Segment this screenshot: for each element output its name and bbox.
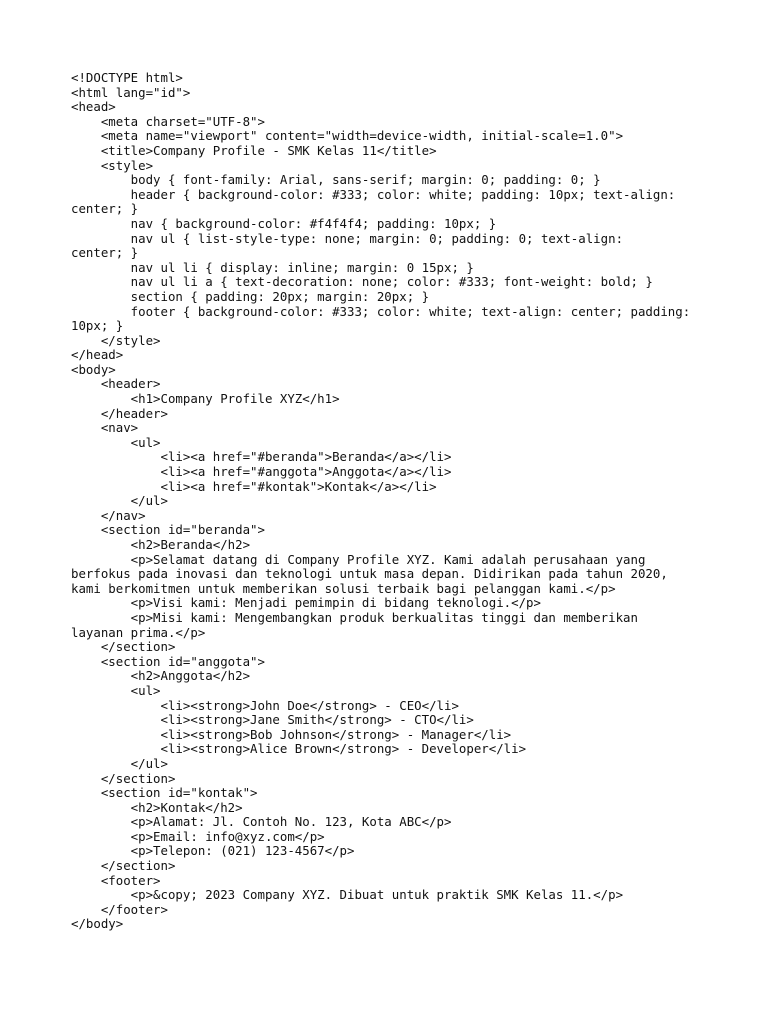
code-line: <section id="kontak"> <box>71 785 258 801</box>
code-line: <meta name="viewport" content="width=device-width, initial-scale=1.0"> <box>71 128 624 144</box>
code-line: <h1>Company Profile XYZ</h1> <box>71 391 340 407</box>
code-line: <li><strong>John Doe</strong> - CEO</li> <box>71 697 459 713</box>
code-line: <footer> <box>71 872 161 888</box>
code-line: <p>Telepon: (021) 123-4567</p> <box>71 843 355 859</box>
code-line: <meta charset="UTF-8"> <box>71 113 265 129</box>
code-line: <title>Company Profile - SMK Kelas 11</title> <box>71 142 437 158</box>
code-line: <p>Selamat datang di Company Profile XYZ. Kami adalah perusahaan yang <box>71 551 646 567</box>
code-line: </section> <box>71 770 176 786</box>
code-line: <p>Misi kami: Mengembangkan produk berkualitas tinggi dan memberikan <box>71 609 638 625</box>
code-line: <ul> <box>71 682 161 698</box>
code-line: <li><strong>Bob Johnson</strong> - Manager</li> <box>71 726 512 742</box>
code-line: <h2>Anggota</h2> <box>71 668 251 684</box>
code-line: header { background-color: #333; color: white; padding: 10px; text-align: <box>71 186 676 202</box>
code-line: <p>&copy; 2023 Company XYZ. Dibuat untuk praktik SMK Kelas 11.</p> <box>71 887 624 903</box>
code-line: </body> <box>71 916 124 932</box>
code-line: footer { background-color: #333; color: white; text-align: center; padding: <box>71 303 691 319</box>
code-line: <ul> <box>71 434 161 450</box>
code-line: <head> <box>71 99 116 115</box>
code-line: <li><a href="#anggota">Anggota</a></li> <box>71 464 452 480</box>
code-line: </section> <box>71 639 176 655</box>
code-line: <li><a href="#kontak">Kontak</a></li> <box>71 478 437 494</box>
code-line: section { padding: 20px; margin: 20px; } <box>71 288 430 304</box>
code-listing <box>71 71 711 932</box>
code-line: <li><strong>Alice Brown</strong> - Developer</li> <box>71 741 527 757</box>
code-line: <h2>Kontak</h2> <box>71 799 243 815</box>
code-line: center; } <box>71 201 139 217</box>
code-line: <section id="anggota"> <box>71 653 265 669</box>
code-line: </section> <box>71 858 176 874</box>
code-line: </header> <box>71 405 168 421</box>
code-line: </ul> <box>71 755 168 771</box>
code-line: nav ul { list-style-type: none; margin: 0; padding: 0; text-align: <box>71 230 624 246</box>
code-line: 10px; } <box>71 318 124 334</box>
code-line: berfokus pada inovasi dan teknologi untuk masa depan. Didirikan pada tahun 2020, <box>71 566 668 582</box>
code-line: <header> <box>71 376 161 392</box>
code-line: nav ul li { display: inline; margin: 0 15px; } <box>71 259 474 275</box>
code-line: <li><a href="#beranda">Beranda</a></li> <box>71 449 452 465</box>
code-line: </style> <box>71 332 161 348</box>
code-line: <p>Visi kami: Menjadi pemimpin di bidang teknologi.</p> <box>71 595 541 611</box>
code-line: </footer> <box>71 901 168 917</box>
code-line: </nav> <box>71 507 146 523</box>
code-line: nav { background-color: #f4f4f4; padding: 10px; } <box>71 215 497 231</box>
code-line: </ul> <box>71 493 168 509</box>
code-line: <body> <box>71 361 116 377</box>
code-line: <style> <box>71 157 154 173</box>
code-line: <!DOCTYPE html> <box>71 70 183 85</box>
code-line: kami berkomitmen untuk memberikan solusi terbaik bagi pelanggan kami.</p> <box>71 580 616 596</box>
code-line: <p>Alamat: Jl. Contoh No. 123, Kota ABC</p> <box>71 814 452 830</box>
code-line: <nav> <box>71 420 139 436</box>
code-line: <section id="beranda"> <box>71 522 265 538</box>
code-line: layanan prima.</p> <box>71 624 206 640</box>
code-line: <p>Email: info@xyz.com</p> <box>71 828 325 844</box>
code-line: nav ul li a { text-decoration: none; color: #333; font-weight: bold; } <box>71 274 653 290</box>
code-line: <h2>Beranda</h2> <box>71 537 251 552</box>
code-line: <html lang="id"> <box>71 84 191 100</box>
code-line: center; } <box>71 245 139 261</box>
code-line: <li><strong>Jane Smith</strong> - CTO</li> <box>71 712 474 728</box>
code-line: body { font-family: Arial, sans-serif; margin: 0; padding: 0; } <box>71 172 601 188</box>
code-line: </head> <box>71 347 124 363</box>
